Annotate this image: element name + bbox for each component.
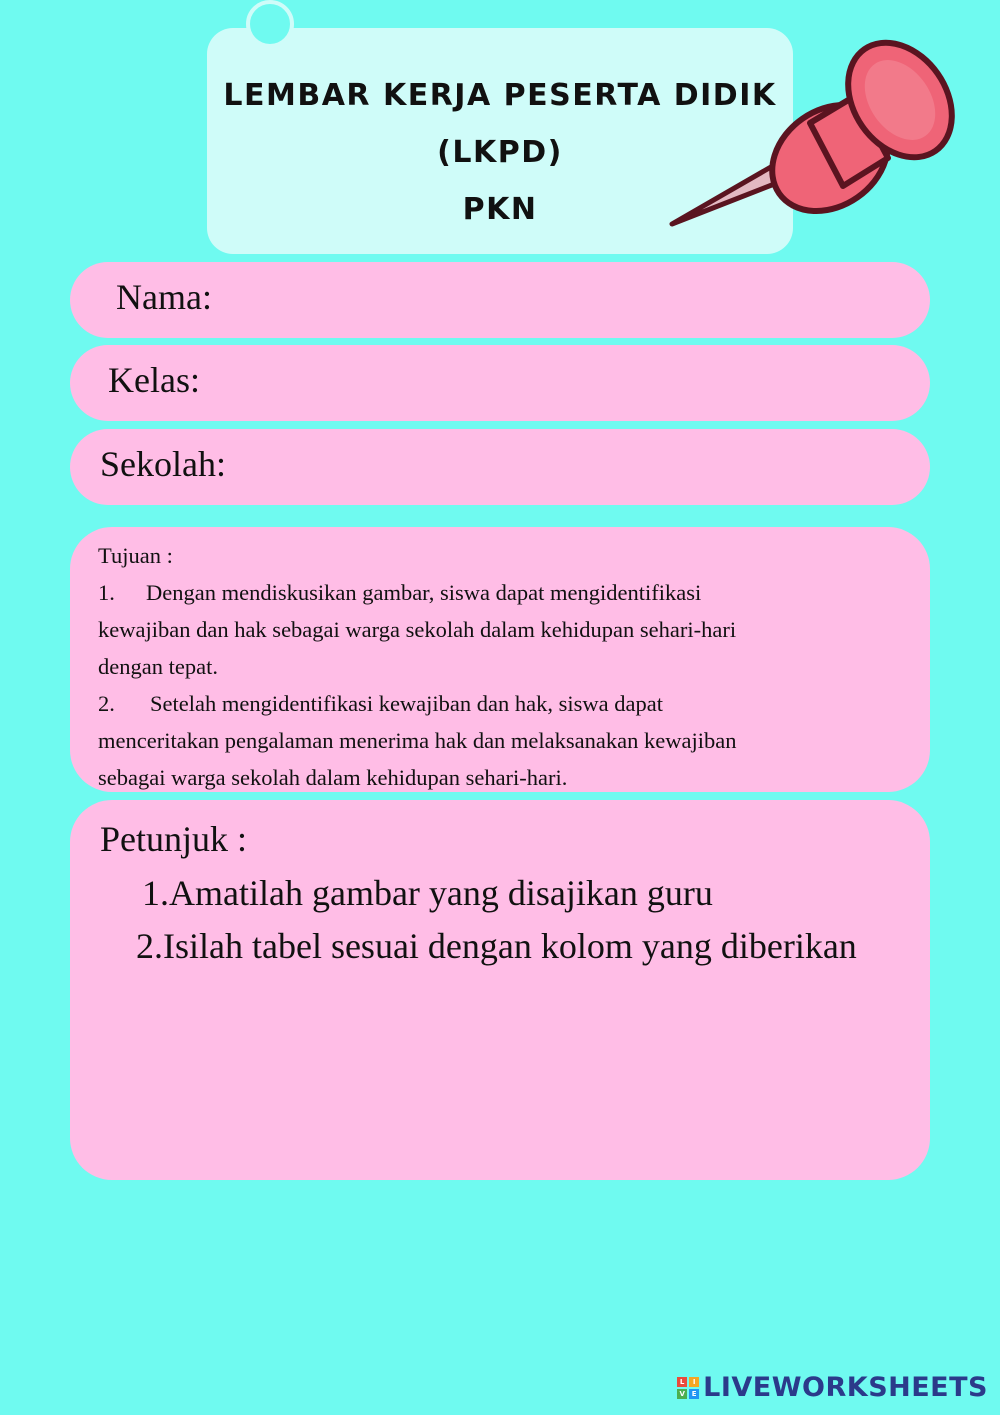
tujuan-item-2-line-a: Setelah mengidentifikasi kewajiban dan hak, siswa dapat xyxy=(150,691,663,716)
sekolah-label: Sekolah: xyxy=(100,444,226,484)
push-pin-icon xyxy=(660,28,960,238)
tujuan-item-2-line-c: sebagai warga sekolah dalam kehidupan sehari-hari. xyxy=(98,765,568,790)
tujuan-item-2-line-b: menceritakan pengalaman menerima hak dan melaksanakan kewajiban xyxy=(98,728,737,753)
tujuan-heading: Tujuan : xyxy=(98,543,173,568)
petunjuk-item-1: 1.Amatilah gambar yang disajikan guru xyxy=(142,873,713,913)
tujuan-item-1 xyxy=(98,574,898,611)
petunjuk-panel xyxy=(70,800,930,1180)
liveworksheets-logo-icon xyxy=(677,1377,699,1399)
tujuan-item-2 xyxy=(98,685,898,722)
logo-letter-i: I xyxy=(689,1377,699,1387)
brand-name: LIVEWORKSHEETS xyxy=(703,1372,988,1403)
tujuan-item-1-line-a: Dengan mendiskusikan gambar, siswa dapat mengidentifikasi xyxy=(146,580,702,605)
tujuan-item-2-number: 2. xyxy=(98,691,115,716)
petunjuk-heading: Petunjuk : xyxy=(100,819,248,859)
title-line-2: (LKPD) xyxy=(437,135,563,170)
kelas-field[interactable] xyxy=(70,345,930,421)
nama-label: Nama: xyxy=(116,277,212,317)
tujuan-item-1-line-c: dengan tepat. xyxy=(98,654,218,679)
title-line-3: PKN xyxy=(462,192,538,227)
tujuan-item-1-line-b: kewajiban dan hak sebagai warga sekolah dalam kehidupan sehari-hari xyxy=(98,617,737,642)
logo-letter-e: E xyxy=(689,1389,699,1399)
title-line-1: LEMBAR KERJA PESERTA DIDIK xyxy=(223,78,777,113)
tujuan-text xyxy=(98,537,898,796)
sekolah-field[interactable] xyxy=(70,429,930,505)
nama-field[interactable] xyxy=(70,262,930,338)
hanging-ring-icon xyxy=(246,0,294,48)
liveworksheets-brand xyxy=(677,1372,988,1403)
tujuan-panel xyxy=(70,527,930,792)
kelas-label: Kelas: xyxy=(108,360,200,400)
logo-letter-v: V xyxy=(677,1389,687,1399)
tujuan-item-1-number: 1. xyxy=(98,580,115,605)
petunjuk-item-2: 2.Isilah tabel sesuai dengan kolom yang diberikan xyxy=(136,926,857,966)
logo-letter-l: L xyxy=(677,1377,687,1387)
